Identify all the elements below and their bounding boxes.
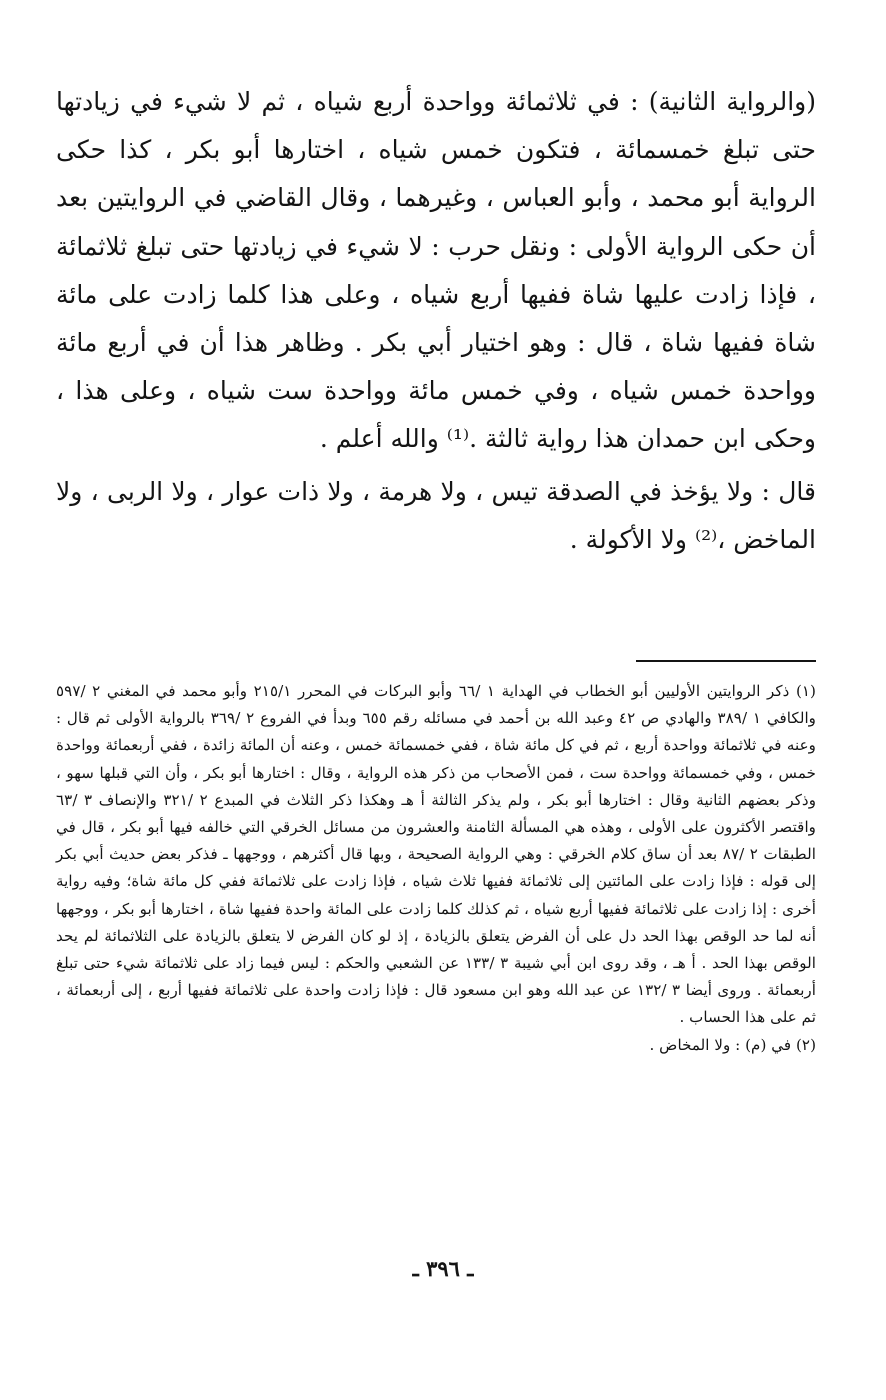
footnote-separator (636, 660, 816, 662)
main-paragraph-1: (والرواية الثانية) : في ثلاثمائة وواحدة أربع شياه ، ثم لا شيء في زيادتها حتى تبلغ خمسمائة ، فتكون خمس شياه ، اختارها أبو بكر ، كذا حكى الرواية أبو محمد ، وأبو العباس ، وغيرهما ، وقال القاضي في الروايتين بعد أن حكى الرواية الأولى : ونقل حرب : لا شيء في زيادتها حتى تبلغ ثلاثمائة ، فإذا زادت عليها شاة ففيها أربع شياه ، وعلى هذا كلما زادت على مائة شاة ففيها شاة ، قال : وهو اختيار أبي بكر . وظاهر هذا أن في أربع مائة وواحدة خمس شياه ، وفي خمس مائة وواحدة ست شياه ، وعلى هذا ، وحكى ابن حمدان هذا رواية ثالثة .⁽¹⁾ والله أعلم . (56, 87, 816, 454)
main-text (56, 78, 816, 564)
footnote-1: (١) ذكر الروايتين الأوليين أبو الخطاب في الهداية ١ /٦٦ وأبو البركات في المحرر ٢١٥/١ وأبو محمد في المغني ٢ /٥٩٧ والكافي ١ /٣٨٩ والهادي ص ٤٢ وعبد الله بن أحمد في مسائله رقم ٦٥٥ وبدأ في الفروع ٢ /٣٦٩ بالرواية الأولى ثم قال : وعنه في ثلاثمائة وواحدة أربع ، ثم في كل مائة شاة ، ففي خمسمائة خمس ، وعنه أن المائة زائدة ، ففي أربعمائة وواحدة خمس ، وفي خمسمائة وواحدة ست ، فمن الأصحاب من ذكر هذه الرواية ، وقال : اختارها أبو بكر ، وأن التي قبلها سهو ، وذكر بعضهم الثانية وقال : اختارها أبو بكر ، ولم يذكر الثالثة أ هـ وهكذا ذكر الثلاث في المبدع ٢ /٣٢١ والإنصاف ٣ /٦٣ واقتصر الأكثرون على الأولى ، وهذه هي المسألة الثامنة والعشرون من مسائل الخرقي التي خالفه فيها أبو بكر ، قال في الطبقات ٢ /٨٧ بعد أن ساق كلام الخرقي : وهي الرواية الصحيحة ، وبها قال أكثرهم ، ووجهها ـ فذكر بعض حديث أبي بكر إلى قوله : فإذا زادت على المائتين إلى ثلاثمائة ففيها ثلاث شياه ، فإذا زادت على ثلاثمائة ففي كل مائة شاة؛ وفيه رواية أخرى : إذا زادت على ثلاثمائة ففيها أربع شياه ، ثم كذلك كلما زادت على المائة واحدة ففيها شاة ، اختارها أبو بكر ، ووجهها أنه لما حد الوقص بهذا الحد دل على أن الفرض يتعلق بالزيادة ، إذ لو كان الفرض لا يتعلق بالزيادة على الثلاثمائة لم يحد الوقص بهذا الحد . أ هـ ، وقد روى ابن أبي شيبة ٣ /١٣٣ عن الشعبي والحكم : ليس فيما زاد على ثلاثمائة شيء حتى تبلغ أربعمائة . وروى أيضا ٣ /١٣٢ عن عبد الله وهو ابن مسعود قال : فإذا زادت واحدة على ثلاثمائة ففيها أربع ، إلى أربعمائة ، ثم على هذا الحساب . (56, 682, 817, 1027)
main-paragraph-2: قال : ولا يؤخذ في الصدقة تيس ، ولا هرمة ، ولا ذات عوار ، ولا الربى ، ولا الماخض ،⁽²⁾ ولا الأكولة . (56, 476, 816, 554)
footnotes (56, 678, 816, 1059)
page-number: ـ ٣٩٦ ـ (412, 1256, 474, 1281)
footnote-2: (٢) في (م) : ولا المخاض . (649, 1035, 816, 1054)
